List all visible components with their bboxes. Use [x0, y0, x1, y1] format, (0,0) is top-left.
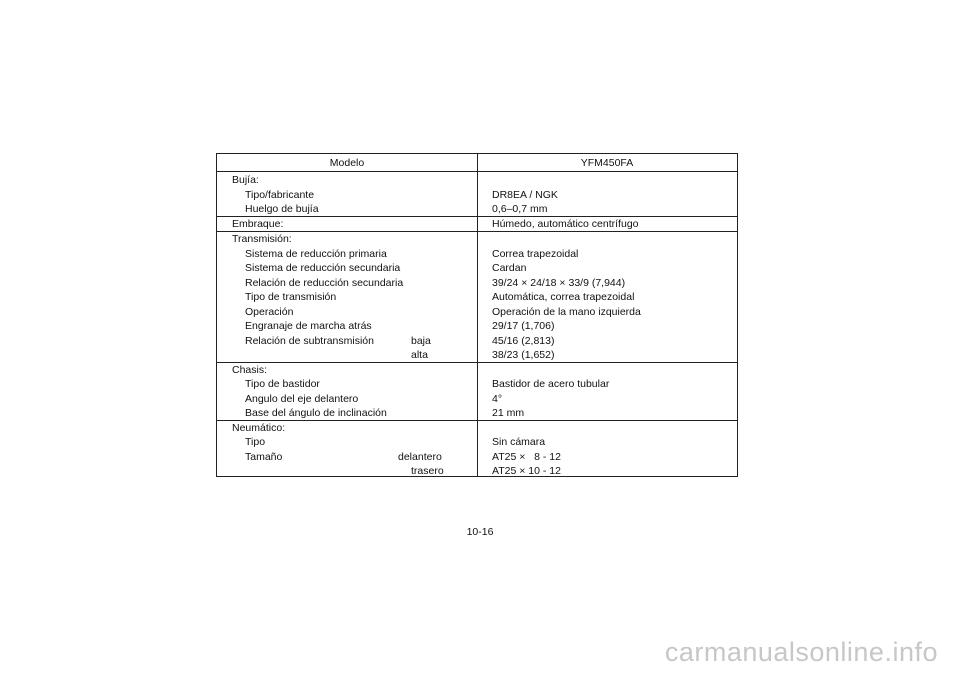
- row-label: Base del ángulo de inclinación: [245, 407, 387, 419]
- row-value: DR8EA / NGK: [492, 189, 558, 201]
- row-label: Engranaje de marcha atrás: [245, 320, 372, 332]
- row-label: Sistema de reducción primaria: [245, 248, 387, 260]
- spec-table: [216, 153, 738, 477]
- row-sublabel: baja: [411, 335, 431, 347]
- row-value: 21 mm: [492, 407, 525, 419]
- header-model-label: Modelo: [329, 157, 365, 169]
- row-label: Angulo del eje delantero: [245, 393, 359, 405]
- row-value: Correa trapezoidal: [492, 248, 579, 260]
- row-label: Relación de reducción secundaria: [245, 277, 404, 289]
- row-value: 45/16 (2,813): [492, 335, 555, 347]
- row-value: 29/17 (1,706): [492, 320, 555, 332]
- section-transmision: Transmisión:: [232, 233, 292, 245]
- row-label: Relación de subtransmisión: [245, 335, 374, 347]
- row-label: Sistema de reducción secundaria: [245, 262, 401, 274]
- row-value: 38/23 (1,652): [492, 349, 555, 361]
- row-label: Huelgo de bujía: [245, 203, 319, 215]
- row-value: Automática, correa trapezoidal: [492, 291, 635, 303]
- row-divider: [217, 231, 737, 232]
- row-label: Tipo/fabricante: [245, 189, 315, 201]
- section-embrague: Embraque:: [232, 218, 284, 230]
- row-sublabel: trasero: [411, 465, 444, 477]
- row-value: Bastidor de acero tubular: [492, 378, 610, 390]
- row-label: Tipo de bastidor: [245, 378, 320, 390]
- row-label: Tamaño: [245, 451, 283, 463]
- row-value: AT25 × 10 - 12: [492, 465, 561, 477]
- row-label: Tipo de transmisión: [245, 291, 337, 303]
- row-sublabel: delantero: [398, 451, 442, 463]
- section-bujia: Bujía:: [232, 174, 259, 186]
- section-neumatico: Neumático:: [232, 422, 286, 434]
- row-value: Cardan: [492, 262, 527, 274]
- row-value: 4°: [492, 393, 503, 405]
- row-sublabel: alta: [411, 349, 428, 361]
- row-value: Húmedo, automático centrífugo: [492, 218, 639, 230]
- header-model-value: YFM450FA: [580, 157, 634, 169]
- row-divider: [217, 420, 737, 421]
- row-value: Operación de la mano izquierda: [492, 306, 641, 318]
- row-value: Sin cámara: [492, 436, 546, 448]
- column-divider: [477, 154, 478, 476]
- row-value: 39/24 × 24/18 × 33/9 (7,944): [492, 277, 626, 289]
- watermark: carmanualsonline.info: [664, 637, 938, 667]
- row-label: Tipo: [245, 436, 266, 448]
- row-divider: [217, 216, 737, 217]
- page-number: 10-16: [466, 526, 494, 538]
- row-label: Operación: [245, 306, 294, 318]
- row-divider: [217, 362, 737, 363]
- row-value: 0,6–0,7 mm: [492, 203, 548, 215]
- row-value: AT25 × 8 - 12: [492, 451, 561, 463]
- section-chasis: Chasis:: [232, 364, 268, 376]
